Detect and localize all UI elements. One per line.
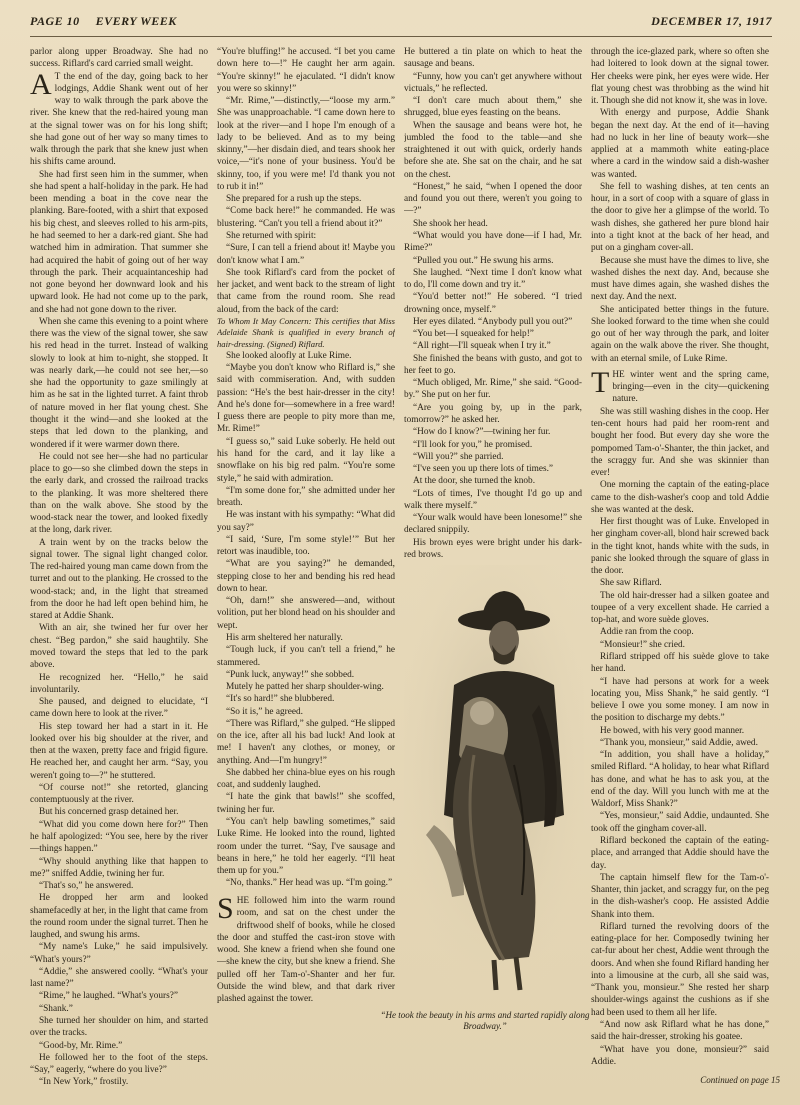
paragraph: “I don't care much about them,” she shrugged, blue eyes feasting on the beans. [404,96,582,119]
paragraph: The old hair-dresser had a silken goatee and toupee of a very excellent shade. He carried a top-hat, and wore suède gloves. [591,590,769,626]
column-2-section [217,895,395,1065]
paragraph: “Tough luck, if you can't tell a friend,” he stammered. [217,645,395,668]
paragraph: “Are you going by, up in the park, tomorrow?” he asked her. [404,402,582,425]
paragraph: “My name's Luke,” he said impulsively. “What's yours?” [30,942,208,965]
illustration [404,565,584,995]
paragraph: “I hate the gink that bawls!” she scoffed, twining her fur. [217,792,395,815]
paragraph: He was instant with his sympathy: “What did you say?” [217,510,395,533]
header-left [30,14,177,29]
paragraph: “No, thanks.” Her head was up. “I'm going.” [226,878,393,889]
paragraph: “I have had persons at work for a week locating you, Miss Shank,” he said gently. “I believe I owe you some money. I am now in the position to discharge my debts.” [591,676,769,724]
paragraph: When she came this evening to a point where there was the view of the signal tower, she saw his red head in the turret. Instead of walking slowly to look at him to-night, she stopped. It was nearly dark,—he could not see her,—so she had the opportunity to gaze smilingly at him as he sat in the lighted turret. A faint throb of nature moved in her flat young chest. She thought it the wind—and she looked at the steps that led down to the planking, and wondered if it were warmer down there. [30,316,208,450]
paragraph: “What did you come down here for?” Then he half apologized: “You see, here by the river—things happen.” [30,819,208,855]
paragraph: parlor along upper Broadway. She had no success. Riflard's card carried small weight. [30,47,208,70]
paragraph: Riflard turned the revolving doors of the eating-place for her. Composedly twining her cat-fur about her chest, Addie went through the doors. And when she found Riflard handing her into a limousine at the curb, all she said was, “Thank you, monsieur.” She rested her sharp shoulder-wings against the cushions as if she had been used to them all her life. [591,921,769,1018]
paragraph: “Your walk would have been lonesome!” she declared snippily. [404,513,582,536]
paragraph: “I guess so,” said Luke soberly. He held out his hand for the card, and it lay like a snowflake on his big red palm. “You're some style,” he said with admiration. [217,436,395,484]
paragraph: “Addie,” she answered coolly. “What's your last name?” [30,966,208,990]
magazine-title: EVERY WEEK [95,14,177,28]
paragraph: “All right—I'll squeak when I try it.” [413,341,551,352]
paragraph: “Punk luck, anyway!” she sobbed. [226,669,355,680]
paragraph: “Pulled you out.” He swung his arms. [413,255,554,266]
paragraph: She saw Riflard. [600,578,662,589]
paragraph: “Yes, monsieur,” said Addie, undaunted. She took off the gingham cover-all. [591,811,769,834]
paragraph: “Maybe you don't know who Riflard is,” she said with commiseration. And, with sudden passion: “He's the best hair-dresser in the city! And he's done for—somewhere in a free ward! I guess there are people to pity more than me, Mr. Rime!” [217,363,395,435]
paragraph [217,890,395,891]
paragraph: “Monsieur!” she cried. [600,639,685,650]
issue-date: DECEMBER 17, 1917 [651,14,772,28]
paragraph: He bowed, with his very good manner. [600,725,745,736]
paragraph: “Of course not!” she retorted, glancing contemptuously at the river. [30,782,208,806]
paragraph: “Lots of times, I've thought I'd go up and walk there myself.” [404,488,582,511]
paragraph: THE winter went and the spring came, bringing—even in the city—quickening nature. [591,365,769,405]
paragraph: She looked aloofly at Luke Rime. [226,350,352,361]
paragraph: “What have you done, monsieur?” said Addie. [591,1044,769,1066]
paragraph: “I'm some done for,” she admitted under her breath. [217,485,395,509]
paragraph: “Mr. Rime,”—distinctly,—“loose my arm.” She was unapproachable. “I came down here to look at the river—and I hope I'm enough of a lady to be believed. And as to my being skinny,”—her disdain died, and tears shook her voice,—“it's none of your business. You'd be skinny, too, if you were me! I'd thank you not to rub it in!” [217,96,395,192]
paragraph: “You can't help bawling sometimes,” said Luke Rime. He looked into the round, lighted room under the turret. “Say, I've sausage and beans in here,” he told her eagerly. “I'll heat them up for you.” [217,816,395,877]
paragraph: “And now ask Riflard what he has done,” said the hair-dresser, stroking his goatee. [591,1019,769,1043]
paragraph: “Honest,” he said, “when I opened the door and found you out there, weren't you going to—?” [404,181,582,217]
paragraph: “So it is,” he agreed. [226,706,303,717]
paragraph: She prepared for a rush up the steps. [226,194,362,205]
paragraph: “You bet—I squeaked for help!” [413,329,534,340]
paragraph: Riflard stripped off his suède glove to take her hand. [591,652,769,675]
paragraph: through the ice-glazed park, where so often she had loitered to look down at the signal tower. Her cheeks were pink, her eyes were wide. Her flat young chest was throbbing as the wind hit it. Though she did not know it, she was in love. [591,47,769,107]
paragraph: He recognized her. “Hello,” he said involuntarily. [30,672,208,695]
paragraph: His arm sheltered her naturally. [226,632,343,643]
paragraph: “I'll look for you,” he promised. [413,439,533,450]
paragraph: Because she must have the dimes to live, she washed dishes the next day. And, because she must have dimes again, she washed dishes the next day. And the next. [591,255,769,303]
paragraph: She was still washing dishes in the coop. Her ten-cent hours had paid her room-rent and bought her food. But every day she wore the pompomed Tam-o'-Shanter, the thin jacket, and the scraggy fur. And she was skinnier than ever! [591,406,769,479]
page-header [30,14,772,37]
paragraph: But his concerned grasp detained her. [39,807,179,818]
paragraph: When the sausage and beans were hot, he jumbled the food to the table—and she straightened it out with quick, orderly hands before she ate. She sat on the chair, and he sat on the chest. [404,120,582,180]
paragraph: A train went by on the tracks below the signal tower. The signal light changed color. The red-haired young man came down from the turret and out to the planking. He crossed to the wood-stack; and, in the light that streamed from the door he had left open behind him, he stared at Addie Shank. [30,537,208,622]
paragraph: “There was Riflard,” she gulped. “He slipped on the ice, after all his bad luck! And look at me! I haven't any clothes, or money, or anything. And—I'm hungry!” [217,718,395,766]
page-number: PAGE 10 [30,14,80,28]
paragraph: Her eyes dilated. “Anybody pull you out?” [413,316,573,327]
paragraph: His brown eyes were bright under his dark-red brows. [404,537,582,560]
paragraph: His step toward her had a start in it. He looked over his big shoulder at the river, and then at the waxen, pretty face and frigid figure. He reached her, and caught her arm. “Say, you weren't going to—?” he stuttered. [30,721,208,781]
paragraph: “I said, ‘Sure, I'm some style!’” But her retort was inaudible, too. [217,534,395,558]
certificate-note: To Whom It May Concern: This certifies that Miss Adelaide Shank is qualified in every branch of hair-dressing. (Signed) Riflard. [217,315,395,349]
paragraph: “Sure, I can tell a friend about it! Maybe you don't know what I am.” [217,243,395,266]
paragraph: “It's so hard!” she blubbered. [226,694,335,705]
paragraph: With an air, she twined her fur over her chest. “Beg pardon,” she said haughtily. She moved toward the steps that led to the park above. [30,623,208,671]
paragraph: “Will you?” she parried. [413,451,504,462]
paragraph: Her first thought was of Luke. Enveloped in her gingham cover-all, blond hair screwed back in the tight knot, hands white with the suds, in panic she looked through the square of glass in the door. [591,517,769,577]
paragraph: She shook her head. [413,218,488,229]
paragraph: She anticipated better things in the future. She looked forward to the time when she could go out of her way through the park, and loiter again on the walk above the river. She thought, with an eternal smile, of Luke Rime. [591,304,769,364]
paragraph: With energy and purpose, Addie Shank began the next day. At the end of it—having had no luck in her line of beauty work—she applied at a mammoth white eating-place where a card in the window said a dish-washer was wanted. [591,108,769,180]
paragraph: He could not see her—she had no particular place to go—so she climbed down the steps in the early dark, and crossed the railroad tracks to the planking. It was more sheltered there than on the walk above. She stood by the wood-stack near the tower, and looked fixedly at the long, dark river. [30,451,208,536]
paragraph: She finished the beans with gusto, and got to her feet to go. [404,353,582,376]
paragraph: She had first seen him in the summer, when she had spent a half-holiday in the park. He had been mending a boat in the cove near the planking. Bare-footed, with a shirt that exposed his big chest, and sleeves rolled to his arm-pits, he had seemed to her a dark-red giant. She had watched him in admiration. That summer she had acquired the habit of going out of her way through the park. Their acquaintanceship had not gone beyond her downward look and his upward look. He had not come up to the park, and she had not gone down to the river. [30,169,208,315]
paragraph: Riflard beckoned the captain of the eating-place, and arranged that Addie should have the day. [591,836,769,871]
paragraph: She fell to washing dishes, at ten cents an hour, in a sort of coop with a square of glass in the door to give her a glimpse of the world. To wash dishes, she gathered her pure blond hair into a tight knot at the back of her head, and put on a gingham cover-all. [591,181,769,254]
paragraph: “Rime,” he laughed. “What's yours?” [39,991,179,1002]
paragraph: “Oh, darn!” she answered—and, without volition, put her blond head on his shoulder and wept. [217,596,395,631]
paragraph: “Come back here!” he commanded. He was blustering. “Can't you tell a friend about it?” [217,206,395,229]
paragraph: “What would you have done—if I had, Mr. Rime?” [404,230,582,254]
paragraph: “That's so,” he answered. [39,881,134,892]
paragraph: She turned her shoulder on him, and started over the tracks. [30,1015,208,1039]
paragraph: “How do I know?”—twining her fur. [413,427,551,438]
paragraph: “Thank you, monsieur,” said Addie, awed. [600,737,758,748]
paragraph: “Why should anything like that happen to me?” sniffed Addie, twining her fur. [30,856,208,879]
paragraph: Mutely he patted her sharp shoulder-wing. [226,682,384,693]
paragraph: “Good-by, Mr. Rime.” [39,1040,123,1051]
paragraph: “You'd better not!” He sobered. “I tried drowning once, myself.” [404,292,582,315]
paragraph: “I've seen you up there lots of times.” [413,464,554,475]
illustration-caption: “He took the beauty in his arms and started rapidly along Broadway.” [380,1010,590,1032]
drop-cap: A [30,67,52,101]
illustration-drawing [404,565,584,995]
paragraph: “What are you saying?” he demanded, stepping close to her and bending his red head down to hear. [217,559,395,594]
paragraph: Addie ran from the coop. [600,627,694,638]
paragraph: He buttered a tin plate on which to heat the sausage and beans. [404,47,582,70]
column-2 [217,46,395,891]
paragraph: “In New York,” frostily. [39,1077,129,1086]
drop-cap: S [217,895,234,925]
paragraph: She paused, and deigned to elucidate, “I came down here to look at the river.” [30,697,208,720]
continued-note: Continued on page 15 [700,1075,780,1085]
drop-cap: T [591,365,610,399]
paragraph: One morning the captain of the eating-place came to the dish-washer's coop and told Addie she was wanted at the desk. [591,480,769,515]
column-1 [30,46,208,1086]
paragraph: At the door, she turned the knob. [413,476,536,487]
paragraph: He followed her to the foot of the steps. “Say,” eagerly, “where do you live?” [30,1052,208,1076]
paragraph: “In addition, you shall have a holiday,” smiled Riflard. “A holiday, to hear what Riflard has done, and what he has to ask you, at the end of the day. Will you lunch with me at the Waldorf, Miss Shank?” [591,750,769,810]
paragraph: SHE followed him into the warm round room, and sat on the chest under the driftwood shelf of books, while he closed the door and stuffed the cast-iron stove with wood. She knew a friend when she found one—she knew the city, but she knew a friend. She pulled off her Tam-o'-Shanter and her fur. Outside the wind blew, and that dark river plashed against the tower. [217,895,395,1005]
paragraph: She dabbed her china-blue eyes on his rough coat, and suddenly laughed. [217,767,395,791]
paragraph: “You're bluffing!” he accused. “I bet you came down here to—!” He caught her arm again. “You're skinny!” he ejaculated. “I didn't know you were so skinny!” [217,47,395,94]
paragraph: “Funny, how you can't get anywhere without victuals,” he reflected. [404,71,582,94]
paragraph: He dropped her arm and looked shamefacedly at her, in the light that came from the round room under the signal turret. Then he laughed, and swung his arms. [30,893,208,941]
paragraph: She laughed. “Next time I don't know what to do, I'll come down and try it.” [404,267,582,291]
paragraph: She returned with spirit: [226,230,317,241]
paragraph: A T the end of the day, going back to her lodgings, Addie Shank went out of her way to walk through the park above the river. She knew that the red-haired young man at the signal tower was on for his long shift; she had gone out of her way so many times to walk through the park that she knew just when his shifts came around. [30,67,208,168]
paragraph: The captain himself flew for the Tam-o'-Shanter, thin jacket, and scraggy fur, on the peg in the dish-washer's coop. He assisted Addie Shank into them. [591,872,769,920]
column-3 [404,46,582,561]
column-4 [591,46,769,1066]
paragraph: “Shank.” [39,1003,73,1014]
paragraph: She took Riflard's card from the pocket of her jacket, and went back to the stream of light that came from the round room. She read aloud, from the back of the card: [217,267,395,315]
paragraph: “Much obliged, Mr. Rime,” she said. “Good-by.” She put on her fur. [404,378,582,401]
